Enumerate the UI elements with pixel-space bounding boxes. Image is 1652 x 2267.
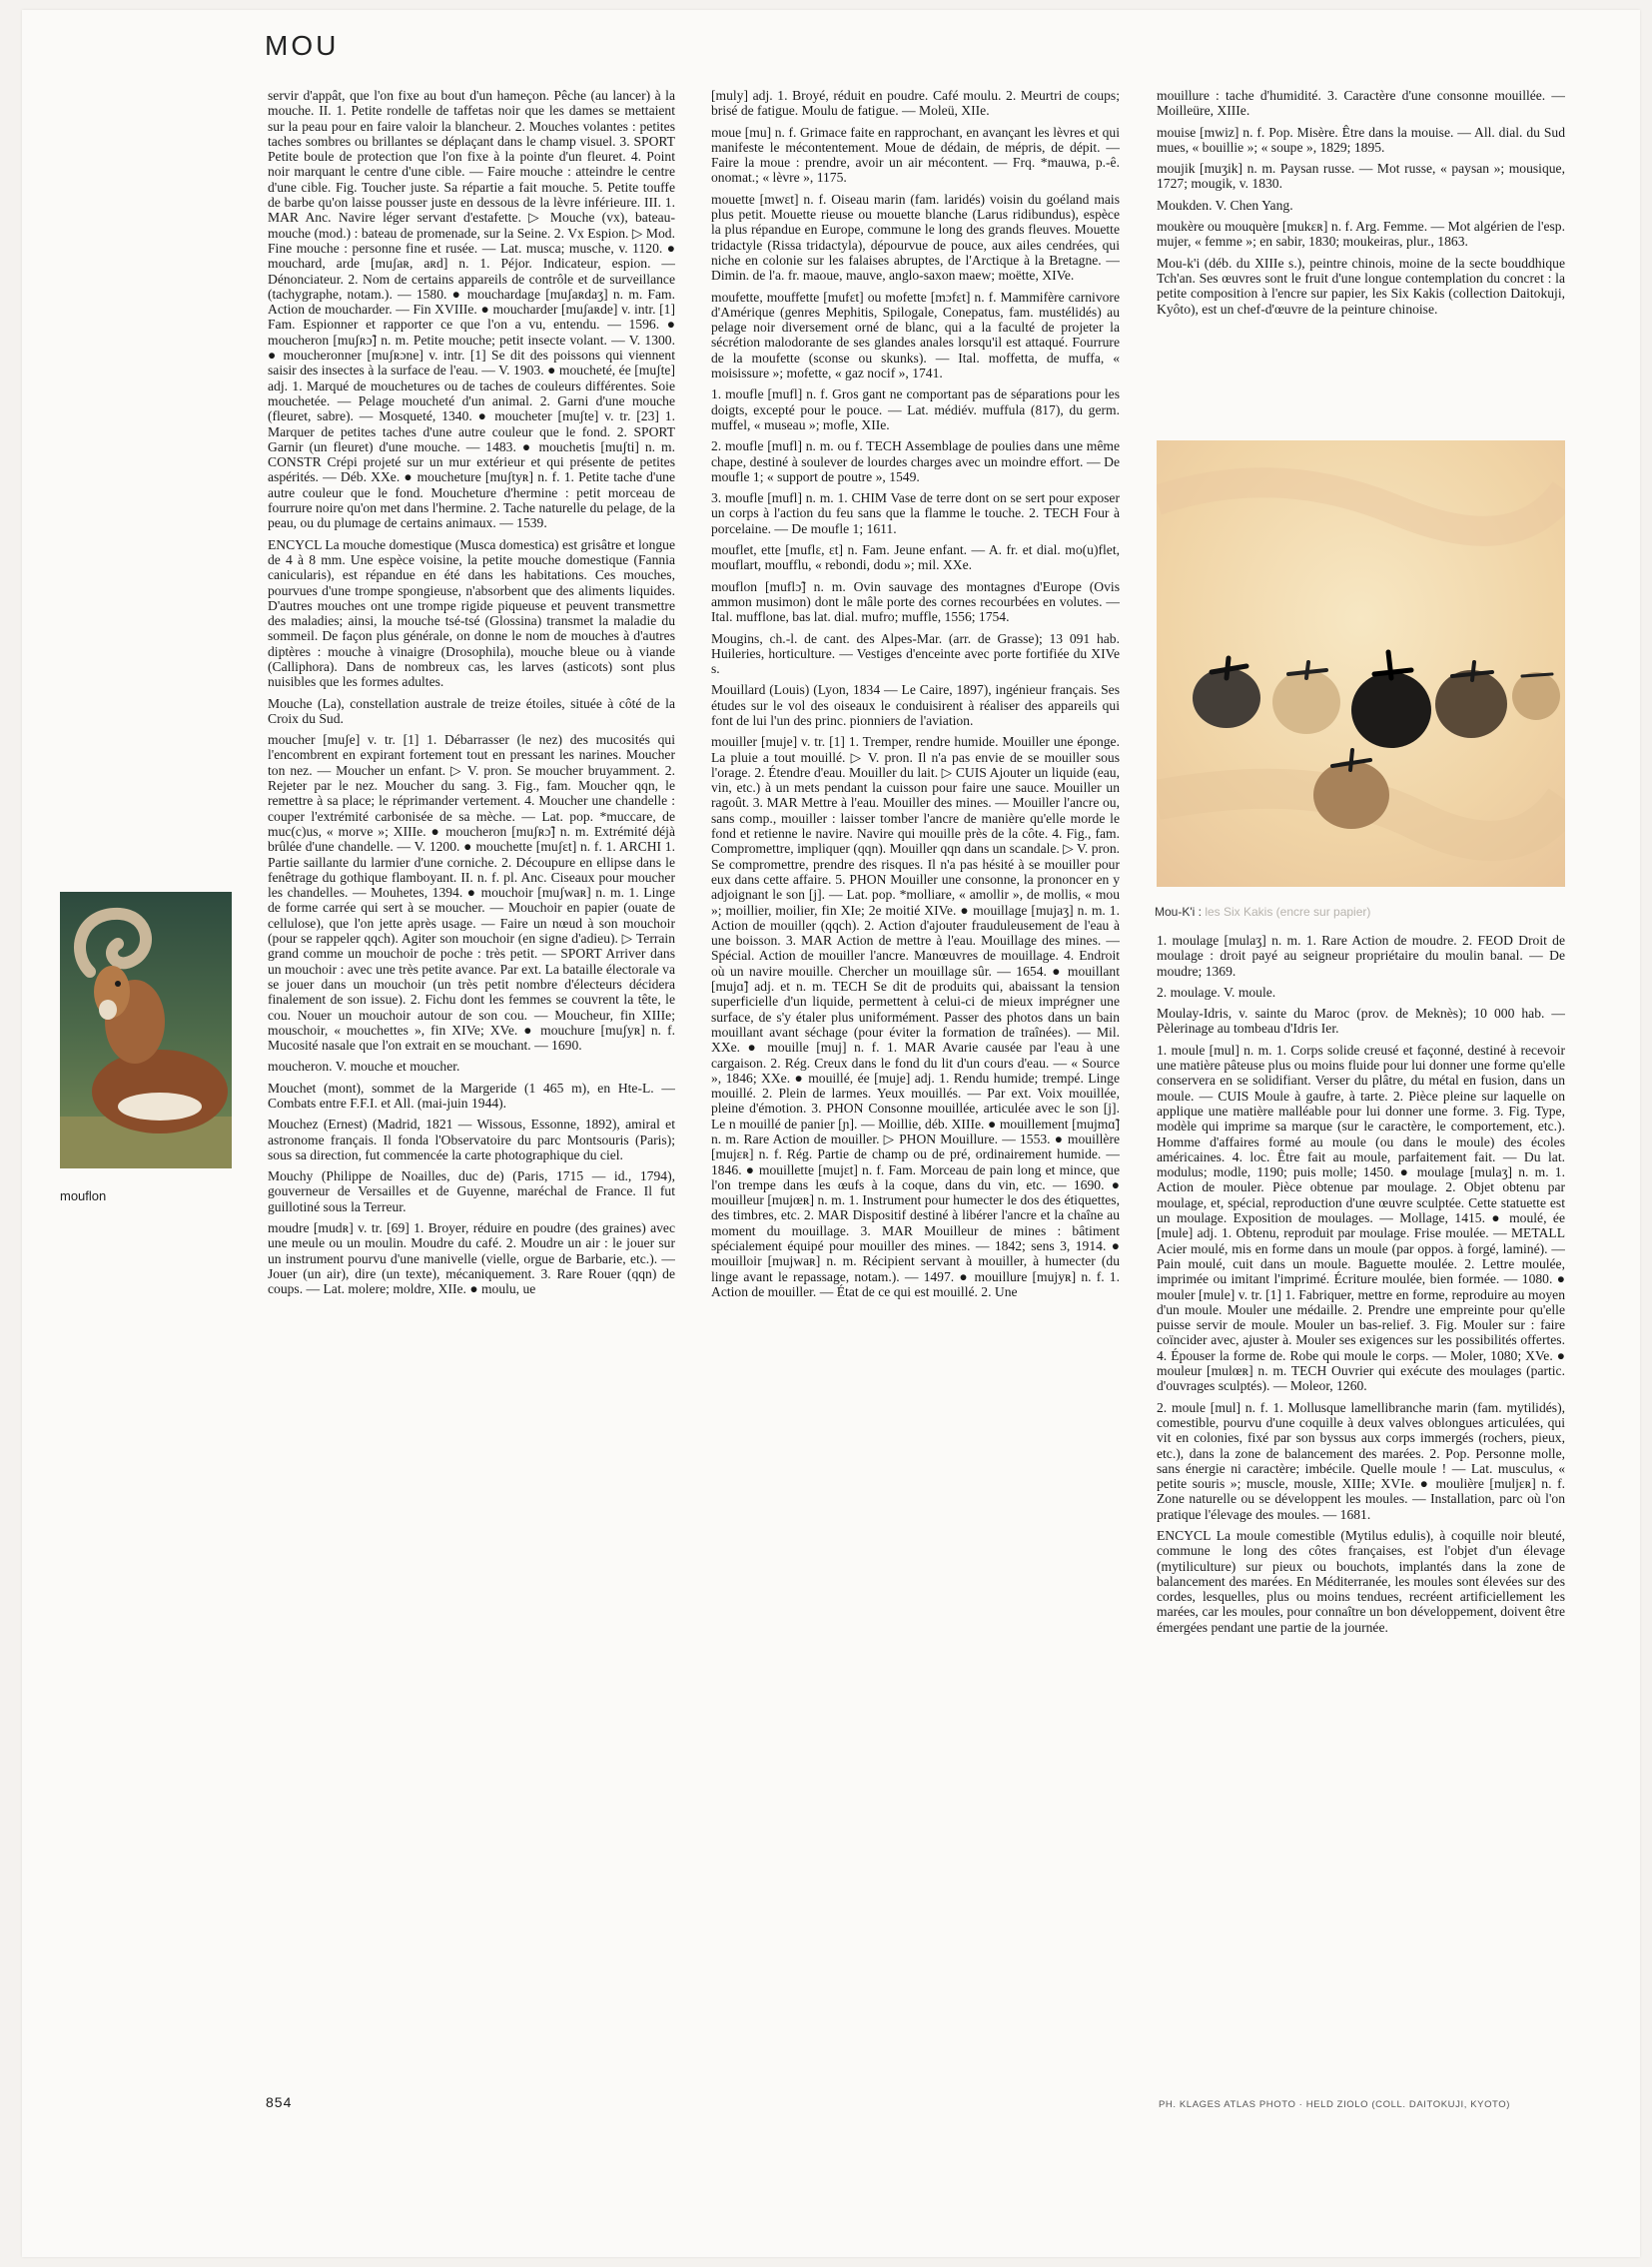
entry-moufle-2: 2. moufle [mufl] n. m. ou f. TECH Assemblage de poulies dans une même chape, destiné à soulever de lourdes charges avec un moindre effort. — De moufle 1; « support de poutre », 1549.: [711, 438, 1120, 484]
caption-artist: Mou-K'i :: [1155, 905, 1202, 919]
entry-moule-2: 2. moule [mul] n. f. 1. Mollusque lamellibranche marin (fam. mytilidés), comestible, pourvu d'une coquille à deux valves oblongues articulées, qui vit en colonies, fixé par son byssus aux corps immergés (rochers, pieux, etc.), dans la zone de balancement des marées. 2. Pop. Personne molle, sans énergie ni caractère; imbécile. Quelle moule ! — Lat. musculus, « petite souris »; muscle, mousle, XIIIe; XVIe. ● moulière [muljɛʀ] n. f. Zone naturelle ou se développent les moules. — Installation, parc où l'on pratique l'élevage des moules. — 1681.: [1157, 1399, 1565, 1522]
entry-mouche-continued: servir d'appât, que l'on fixe au bout d'un hameçon. Pêche (au lancer) à la mouche. II. 1. Petite rondelle de taffetas noir que les dames se mettaient sur la peau pour en faire valoir la blancheur. 2. Mouches volantes : petites taches sombres ou brillantes se déplaçant dans le champ visuel. 3. SPORT Petite boule de protection que l'on fixe à la pointe d'un fleuret. 4. Point noir marquant le centre d'une cible. — Faire mouche : atteindre le centre d'une cible. Fig. Toucher juste. Sa répartie a fait mouche. 5. Petite touffe de barbe qu'on laisse pousser juste en dessous de la lèvre inférieure. III. 1. MAR Anc. Navire léger servant d'estafette. ▷ Mouche (vx), bateau-mouche (mod.) : bateau de promenade, sur la Seine. 2. Vx Espion. ▷ Mod. Fine mouche : personne fine et rusée. — Lat. musca; musche, v. 1120. ● mouchard, arde [muʃaʀ, aʀd] n. 1. Péjor. Indicateur, espion. — Dénonciateur. 2. Nom de certains appareils de contrôle et de surveillance (tachygraphe, notam.). — 1580. ● mouchardage [muʃaʀdaʒ] n. m. Fam. Action de moucharder. — Fin XVIIIe. ● moucharder [muʃaʀde] v. intr. [1] Fam. Espionner et rapporter ce que l'on a vu, entendu. — 1596. ● moucheron [muʃʀɔ̃] n. m. Petite mouche; petit insecte volant. — V. 1300. ● moucheronner [muʃʀɔne] v. intr. [1] Se dit des poissons qui viennent saisir des insectes à la surface de l'eau. — V. 1903. ● moucheté, ée [muʃte] adj. 1. Marqué de mouchetures ou de taches de couleurs différentes. Soie mouchetée. — Pelage moucheté d'un animal. 2. Garni d'une mouche (fleuret, sabre). — Mosqueté, 1340. ● moucheter [muʃte] v. tr. [23] 1. Marquer de petites taches d'une autre couleur que le fond. 2. SPORT Garnir (un fleuret) d'une mouche. — 1483. ● mouchetis [muʃti] n. m. CONSTR Crépi projeté sur un mur extérieur et qui présente de petites aspérités. — Déb. XXe. ● moucheture [muʃtyʀ] n. f. 1. Petite tache d'une autre couleur que le fond. Moucheture d'hermine : petit morceau de fourrure noire qu'on met dans l'hermine. 2. Tache naturelle du pelage, de la peau, ou du plumage de certains animaux. — 1539.: [268, 88, 675, 531]
entry-mouflon: mouflon [muflɔ̃] n. m. Ovin sauvage des montagnes d'Europe (Ovis ammon musimon) dont le mâle porte des cornes recourbées en volutes. — Ital. mufflone, bas lat. dial. mufro; muffle, 1556; 1754.: [711, 578, 1120, 625]
entry-moule-1: 1. moule [mul] n. m. 1. Corps solide creusé et façonné, destiné à recevoir une matière pâteuse plus ou moins fluide pour lui donner une forme qu'elle conservera en se solidifiant. Verser du plâtre, du métal en fusion, dans un moule. — CUIS Moule à gaufre, à tarte. 2. Pièce pleine sur laquelle on applique une matière malléable pour lui donner une forme. 3. Fig. Type, modèle qui imprime sa marque (sur le caractère, le comportement, etc.). Homme d'affaires formé au moule (ou dans le moule) des écoles américaines. 4. loc. Être fait au moule, parfaitement fait. — Du lat. modulus; modle, 1190; puis molle; 1450. ● moulage [mulaʒ] n. m. 1. Action de mouler. Pièce obtenue par moulage. 2. Objet obtenu par moulage, et, spécial, reproduction d'une œuvre sculptée. Cette statuette est un moulage. Exposition de moulages. — Mollage, 1415. ● moulé, ée [mule] adj. 1. Obtenu, reproduit par moulage. Frise moulée. — METALL Acier moulé, mis en forme dans un moule (par oppos. à forgé, laminé). — Pain moulé, cuit dans un moule. Baguette moulée. 2. Lettre moulée, imprimée ou imitant l'imprimé. Écriture moulée, bien formée. — 1080. ● mouler [mule] v. tr. [1] 1. Fabriquer, mettre en forme, reproduire au moyen d'un moule. Mouler une médaille. 2. Prendre une empreinte pour qu'elle puisse servir de moule. Mouler un bas-relief. 3. Fig. Mouler sur : faire coïncider avec, ajuster à. Mouler ses exigences sur les possibilités offertes. 4. Épouser la forme de. Robe qui moule le corps. — Moler, 1080; XVe. ● mouleur [mulœʀ] n. m. TECH Ouvrier qui exécute des moulages (partic. d'ouvrages sculptés). — Moleor, 1260.: [1157, 1042, 1565, 1394]
entry-moudre: moudre [mudʀ] v. tr. [69] 1. Broyer, réduire en poudre (des graines) avec une meule ou un moulin. Moudre du café. 2. Moudre un air : le jouer sur un instrument pourvu d'une manivelle (vielle, orgue de Barbarie, etc.). — Jouer (un air), dire (un texte), mécaniquement. 3. Rare Rouer (qqn) de coups. — Lat. molere; moldre, XIIe. ● moulu, ue: [268, 1220, 675, 1297]
six-kakis-caption: [1155, 905, 1370, 919]
entry-mouillure-continued: mouillure : tache d'humidité. 3. Caractère d'une consonne mouillée. — Moilleüre, XIIIe.: [1157, 88, 1565, 119]
entry-moufle-3: 3. moufle [mufl] n. m. 1. CHIM Vase de terre dont on se sert pour exposer un corps à l'action du feu sans que la flamme le touche. 2. TECH Four à porcelaine. — De moufle 1; 1611.: [711, 490, 1120, 536]
entry-moukden: Moukden. V. Chen Yang.: [1157, 197, 1293, 213]
entry-moulage-2: 2. moulage. V. moule.: [1157, 984, 1276, 1000]
entry-mou-ki: Mou-k'i (déb. du XIIIe s.), peintre chinois, moine de la secte bouddhique Tch'an. Ses œuvres sont le fruit d'une longue contemplation du concret : la petite composition à l'encre sur papier, les Six Kakis (collection Daitokuji, Kyôto), est un chef-d'œuvre de la peinture chinoise.: [1157, 255, 1565, 317]
entry-moucheron: moucheron. V. mouche et moucher.: [268, 1059, 460, 1075]
entry-mouche-encyclopedia: ENCYCL La mouche domestique (Musca domestica) est grisâtre et longue de 4 à 8 mm. Une espèce voisine, la petite mouche domestique (Fannia canicularis), est répandue en été dans les habitations. Ces mouches, pourvues d'une trompe spongieuse, n'absorbent que des aliments liquides. D'autres mouches ont une trompe rigide piqueuse et peuvent transmettre des maladies; ainsi, la mouche tsé-tsé (Glossina) transmet la maladie du sommeil. De façon plus générale, on donne le nom de mouches à d'autres diptères : mouche à vinaigre (Drosophila), mouche bleue ou à viande (Calliphora). Dans de nombreux cas, les larves (asticots) sont plus nuisibles que les formes adultes.: [268, 536, 675, 690]
entry-mouette: mouette [mwɛt] n. f. Oiseau marin (fam. laridés) voisin du goéland mais plus petit. Mouette rieuse ou mouette blanche (Larus ridibundus), espèce la plus répandue en Europe, commune le long des grands fleuves. Mouette tridactyle (Rissa tridactyla), dépourvue de pouce, aux ailes cendrées, qui niche en colonie sur les falaises abruptes, de l'Arctique à la Bretagne. — Dimin. de l'a. fr. maoue, mauve, anglo-saxon maew; moëtte, XIVe.: [711, 191, 1120, 284]
mouflon-caption: mouflon: [60, 1188, 107, 1203]
entry-moulage-1: 1. moulage [mulaʒ] n. m. 1. Rare Action de moudre. 2. FEOD Droit de moulage : droit payé au seigneur propriétaire du moulin banal. — De moudre; 1369.: [1157, 933, 1565, 979]
page-number: 854: [266, 2094, 293, 2110]
six-kakis-painting: [1157, 440, 1565, 887]
entry-mouche-constellation: Mouche (La), constellation australe de treize étoiles, située à côté de la Croix du Sud.: [268, 695, 675, 726]
column-1: [268, 88, 675, 2095]
column-3-bottom: [1157, 933, 1565, 2081]
page-header: MOU: [265, 30, 340, 61]
entry-moufette: moufette, mouffette [mufɛt] ou mofette [mɔfɛt] n. f. Mammifère carnivore d'Amérique (genres Mephitis, Spilogale, Conepatus, fam. mustélidés) au pelage noir diversement orné de blanc, qui a la faculté de projeter la sécrétion malodorante de ses glandes anales lorsqu'il est attaqué. Fourrure de la moufette (sconse ou skunks). — Ital. moffetta, de muffa, « moisissure »; mofette, « gaz nocif », 1741.: [711, 289, 1120, 381]
entry-moulay-idris: Moulay-Idris, v. sainte du Maroc (prov. de Meknès); 10 000 hab. — Pèlerinage au tombeau d'Idris Ier.: [1157, 1006, 1565, 1037]
photo-credit: PH. KLAGES ATLAS PHOTO · HELD ZIOLO (COLL. DAITOKUJI, KYOTO): [1159, 2099, 1511, 2110]
entry-moujik: moujik [muʒik] n. m. Paysan russe. — Mot russe, « paysan »; mousique, 1727; mougik, v. 1830.: [1157, 161, 1565, 192]
entry-moulu-continued: [muly] adj. 1. Broyé, réduit en poudre. Café moulu. 2. Meurtri de coups; brisé de fatigue. Moulu de fatigue. — Moleü, XIIe.: [711, 88, 1120, 119]
entry-mouiller: mouiller [muje] v. tr. [1] 1. Tremper, rendre humide. Mouiller une éponge. La pluie a tout mouillé. ▷ V. pron. Il n'a pas envie de se mouiller sous l'orage. 2. Étendre d'eau. Mouiller du lait. ▷ CUIS Ajouter un liquide (eau, vin, etc.) à un mets pendant la cuisson pour faire une sauce. Mouiller un ragoût. 3. MAR Mettre à l'eau. Mouiller des mines. — Mouiller l'ancre ou, sans comp., mouiller : laisser tomber l'ancre de manière qu'elle morde le fond et retienne le navire. Navire qui mouille près de la côte. 4. Fig., fam. Compromettre, impliquer (qqn). Mouiller qqn dans un scandale. ▷ V. pron. Se compromettre, prendre des risques. Il n'a pas hésité à se mouiller pour eux dans cette affaire. 5. PHON Mouiller une consonne, la prononcer en y adjoignant le son [j]. — Lat. pop. *molliare, « amollir », de mollis, « mou »; moillier, moilier, fin XIe; 2e moitié XIVe. ● mouillage [mujaʒ] n. m. 1. Action de mouiller (qqch). 2. Action d'ajouter frauduleusement de l'eau à une boisson. 3. MAR Action de mettre à l'eau. Mouillage des mines. — Spécial. Action de mouiller l'ancre. Manœuvres de mouillage. 4. Endroit où un navire mouille. Chercher un mouillage sûr. — 1654. ● mouillant [mujɑ̃] adj. et n. m. TECH Se dit de produits qui, abaissant la tension superficielle d'un liquide, permettent à celui-ci de mieux imprégner une surface, de s'y étaler plus uniformément. Passer des photos dans un bain mouillant avant séchage (pour éviter la formation de traînées). — Mil. XXe. ● mouille [muj] n. f. 1. MAR Avarie causée par l'eau à une cargaison. 2. Rég. Creux dans le fond du lit d'un cours d'eau. — « Source », 1846; XXe. ● mouillé, ée [muje] adj. 1. Rendu humide; trempé. Linge mouillé. 2. Plein de larmes. Yeux mouillés. — Par ext. Voix mouillée, pleine d'émotion. 3. PHON Consonne mouillée, articulée avec le son [j]. Le n mouillé de panier [ɲ]. — Moillie, déb. XIIIe. ● mouillement [mujmɑ̃] n. m. Rare Action de mouiller. ▷ PHON Mouillure. — 1553. ● mouillère [mujɛʀ] n. f. Rég. Partie de champ ou de pré, ordinairement humide. — 1846. ● mouillette [mujɛt] n. f. Fam. Morceau de pain long et mince, que l'on trempe dans les œufs à la coque, dans du vin, etc. — 1690. ● mouilleur [mujœʀ] n. m. 1. Instrument pour humecter le dos des étiquettes, des timbres, etc. 2. MAR Dispositif destiné à libérer l'ancre et la chaîne au moment du mouillage. 3. MAR Mouilleur de mines : bâtiment spécialement équipé pour mouiller des mines. — 1842; sens 3, 1914. ● mouilloir [mujwaʀ] n. m. Récipient servant à mouiller, à humecter (du linge avant le repassage, notam.). — 1497. ● mouillure [mujyʀ] n. f. 1. Action de mouiller. — État de ce qui est mouillé. 2. Une: [711, 734, 1120, 1299]
entry-mougins: Mougins, ch.-l. de cant. des Alpes-Mar. (arr. de Grasse); 13 091 hab. Huileries, horticulture. — Vestiges d'enceinte avec porte fortifiée du XIVe s.: [711, 630, 1120, 677]
entry-mouise: mouise [mwiz] n. f. Pop. Misère. Être dans la mouise. — All. dial. du Sud mues, « bouillie »; « soupe », 1829; 1895.: [1157, 124, 1565, 155]
entry-mouchy: Mouchy (Philippe de Noailles, duc de) (Paris, 1715 — id., 1794), gouverneur de Versailles et de Guyenne, maréchal de France. Il fut guillotiné sous la Terreur.: [268, 1168, 675, 1214]
entry-mouchet: Mouchet (mont), sommet de la Margeride (1 465 m), en Hte-L. — Combats entre F.F.I. et All. (mai-juin 1944).: [268, 1080, 675, 1111]
entry-moue: moue [mu] n. f. Grimace faite en rapprochant, en avançant les lèvres et qui manifeste le mécontentement. Moue de dédain, de mépris, de dépit. — Faire la moue : prendre, avoir un air mécontent. — Frq. *mauwa, p.-ê. onomat.; « lèvre », 1175.: [711, 124, 1120, 186]
entry-moufle-1: 1. moufle [mufl] n. f. Gros gant ne comportant pas de séparations pour les doigts, excepté pour le pouce. — Lat. médiév. muffula (817), du germ. muffel, « museau »; mofle, XIIe.: [711, 386, 1120, 432]
caption-title: les Six Kakis (encre sur papier): [1205, 905, 1371, 919]
entry-mouflet: mouflet, ette [muflɛ, ɛt] n. Fam. Jeune enfant. — A. fr. et dial. mo(u)flet, mouflart, moufflu, « rebondi, dodu »; mil. XXe.: [711, 542, 1120, 573]
column-2: [711, 88, 1120, 2095]
mouflon-photo: [60, 892, 232, 1168]
entry-moukere: moukère ou mouquère [mukɛʀ] n. f. Arg. Femme. — Mot algérien de l'esp. mujer, « femme »; en sabir, 1830; moukeiras, plur., 1863.: [1157, 219, 1565, 250]
entry-moucher: moucher [muʃe] v. tr. [1] 1. Débarrasser (le nez) des mucosités qui l'encombrent en expirant fortement tout en pressant les narines. Moucher ton nez. — Moucher un enfant. ▷ V. pron. Se moucher bruyamment. 2. Rejeter par le nez. Moucher du sang. 3. Fig., fam. Moucher qqn, le remettre à sa place; le réprimander vertement. 4. Moucher une chandelle : couper l'extrémité carbonisée de sa mèche. — Lat. pop. *muccare, de muc(c)us, « morve »; XIIIe. ● moucheron [muʃʀɔ̃] n. m. Extrémité déjà brûlée d'une chandelle. — V. 1200. ● mouchette [muʃɛt] n. f. 1. ARCHI 1. Partie saillante du larmier d'une corniche. 2. Découpure en ellipse dans le fenêtrage du gothique flamboyant. II. n. f. pl. Anc. Ciseaux pour moucher les chandelles. — Mouhetes, 1394. ● mouchoir [muʃwaʀ] n. m. 1. Linge de forme carrée qui sert à se moucher. — Mouchoir en papier (ouate de cellulose), que l'on jette après usage. — Faire un nœud à son mouchoir (pour se rappeler qqch). Agiter son mouchoir (en signe d'adieu). ▷ Terrain grand comme un mouchoir de poche : très petit. — SPORT Arriver dans un mouchoir : avec une très petite avance. Par ext. La bataille électorale va se jouer dans un mouchoir (un très petit nombre d'électeurs décidera finalement de son issue). 2. Fichu dont les femmes se couvrent la tête, le cou. Nouer un mouchoir autour de son cou. — Moucheur, fin XIIIe; mouschoir, « mouchettes », fin XIVe; XVe. ● mouchure [muʃyʀ] n. f. Mucosité nasale que l'on extrait en se mouchant. — 1690.: [268, 732, 675, 1054]
entry-mouchez: Mouchez (Ernest) (Madrid, 1821 — Wissous, Essonne, 1892), amiral et astronome français. Il fonda l'Observatoire du parc Montsouris (Paris); sous sa direction, fut commencée la carte photographique du ciel.: [268, 1117, 675, 1162]
entry-moule-encyclopedia: ENCYCL La moule comestible (Mytilus edulis), à coquille noir bleuté, commune le long des côtes françaises, est l'objet d'un élevage (mytiliculture) sur pieux ou bouchots, implantés dans la zone de balancement des marées. En Méditerranée, les moules sont élevées sur des cordes, lesquelles, plus ou moins tendues, recréent artificiellement les marées, car les moules, pour connaître un bon développement, doivent être émergées pendant une partie de la journée.: [1157, 1527, 1565, 1635]
entry-mouillard: Mouillard (Louis) (Lyon, 1834 — Le Caire, 1897), ingénieur français. Ses études sur le vol des oiseaux le conduisirent à réaliser des appareils qui font de lui l'un des princ. pionniers de l'aviation.: [711, 682, 1120, 728]
column-3-top: [1157, 88, 1565, 437]
